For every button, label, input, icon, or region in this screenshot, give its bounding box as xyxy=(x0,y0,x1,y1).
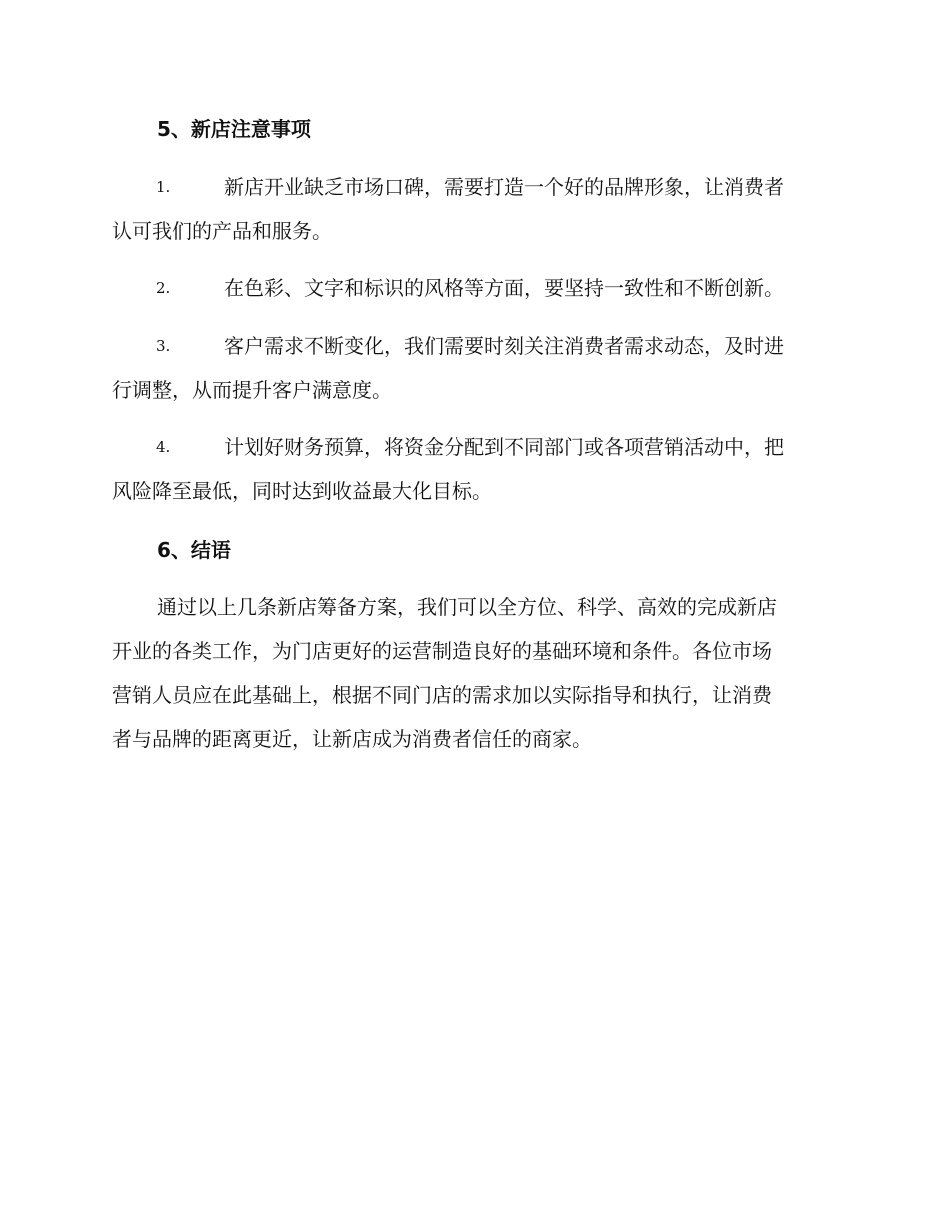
list-item-line xyxy=(112,368,834,412)
list-item-text: 在色彩、文字和标识的风格等方面，要坚持一致性和不断创新。 xyxy=(224,276,784,300)
list-item-text: 认可我们的产品和服务。 xyxy=(112,219,332,243)
list-item-4 xyxy=(112,425,834,513)
list-item-line xyxy=(112,209,834,253)
list-item-number: 4. xyxy=(156,438,171,456)
list-item-2 xyxy=(112,266,834,310)
list-item-number: 2. xyxy=(156,279,171,297)
list-item-text: 客户需求不断变化，我们需要时刻关注消费者需求动态，及时进 xyxy=(224,334,784,358)
list-item-line xyxy=(112,469,834,513)
list-item-text: 计划好财务预算，将资金分配到不同部门或各项营销活动中，把 xyxy=(224,435,784,459)
list-item-number: 3. xyxy=(156,337,171,355)
list-item-text: 新店开业缺乏市场口碑，需要打造一个好的品牌形象，让消费者 xyxy=(224,175,784,199)
list-item-line xyxy=(112,165,834,209)
section-6-heading: 6、结语 xyxy=(157,538,231,562)
list-item-line xyxy=(112,324,834,368)
paragraph-line: 营销人员应在此基础上，根据不同门店的需求加以实际指导和执行，让消费 xyxy=(112,683,772,707)
paragraph-line: 者与品牌的距离更近，让新店成为消费者信任的商家。 xyxy=(112,727,592,751)
paragraph-line: 通过以上几条新店筹备方案，我们可以全方位、科学、高效的完成新店 xyxy=(157,595,777,619)
list-item-text: 行调整，从而提升客户满意度。 xyxy=(112,378,392,402)
list-item-text: 风险降至最低，同时达到收益最大化目标。 xyxy=(112,479,492,503)
list-item-3 xyxy=(112,324,834,412)
list-item-number: 1. xyxy=(156,178,171,196)
section-5-heading: 5、新店注意事项 xyxy=(157,117,311,141)
list-item-line xyxy=(112,425,834,469)
list-item-1 xyxy=(112,165,834,253)
conclusion-paragraph xyxy=(112,585,834,761)
paragraph-line: 开业的各类工作，为门店更好的运营制造良好的基础环境和条件。各位市场 xyxy=(112,639,772,663)
list-item-line xyxy=(112,266,834,310)
